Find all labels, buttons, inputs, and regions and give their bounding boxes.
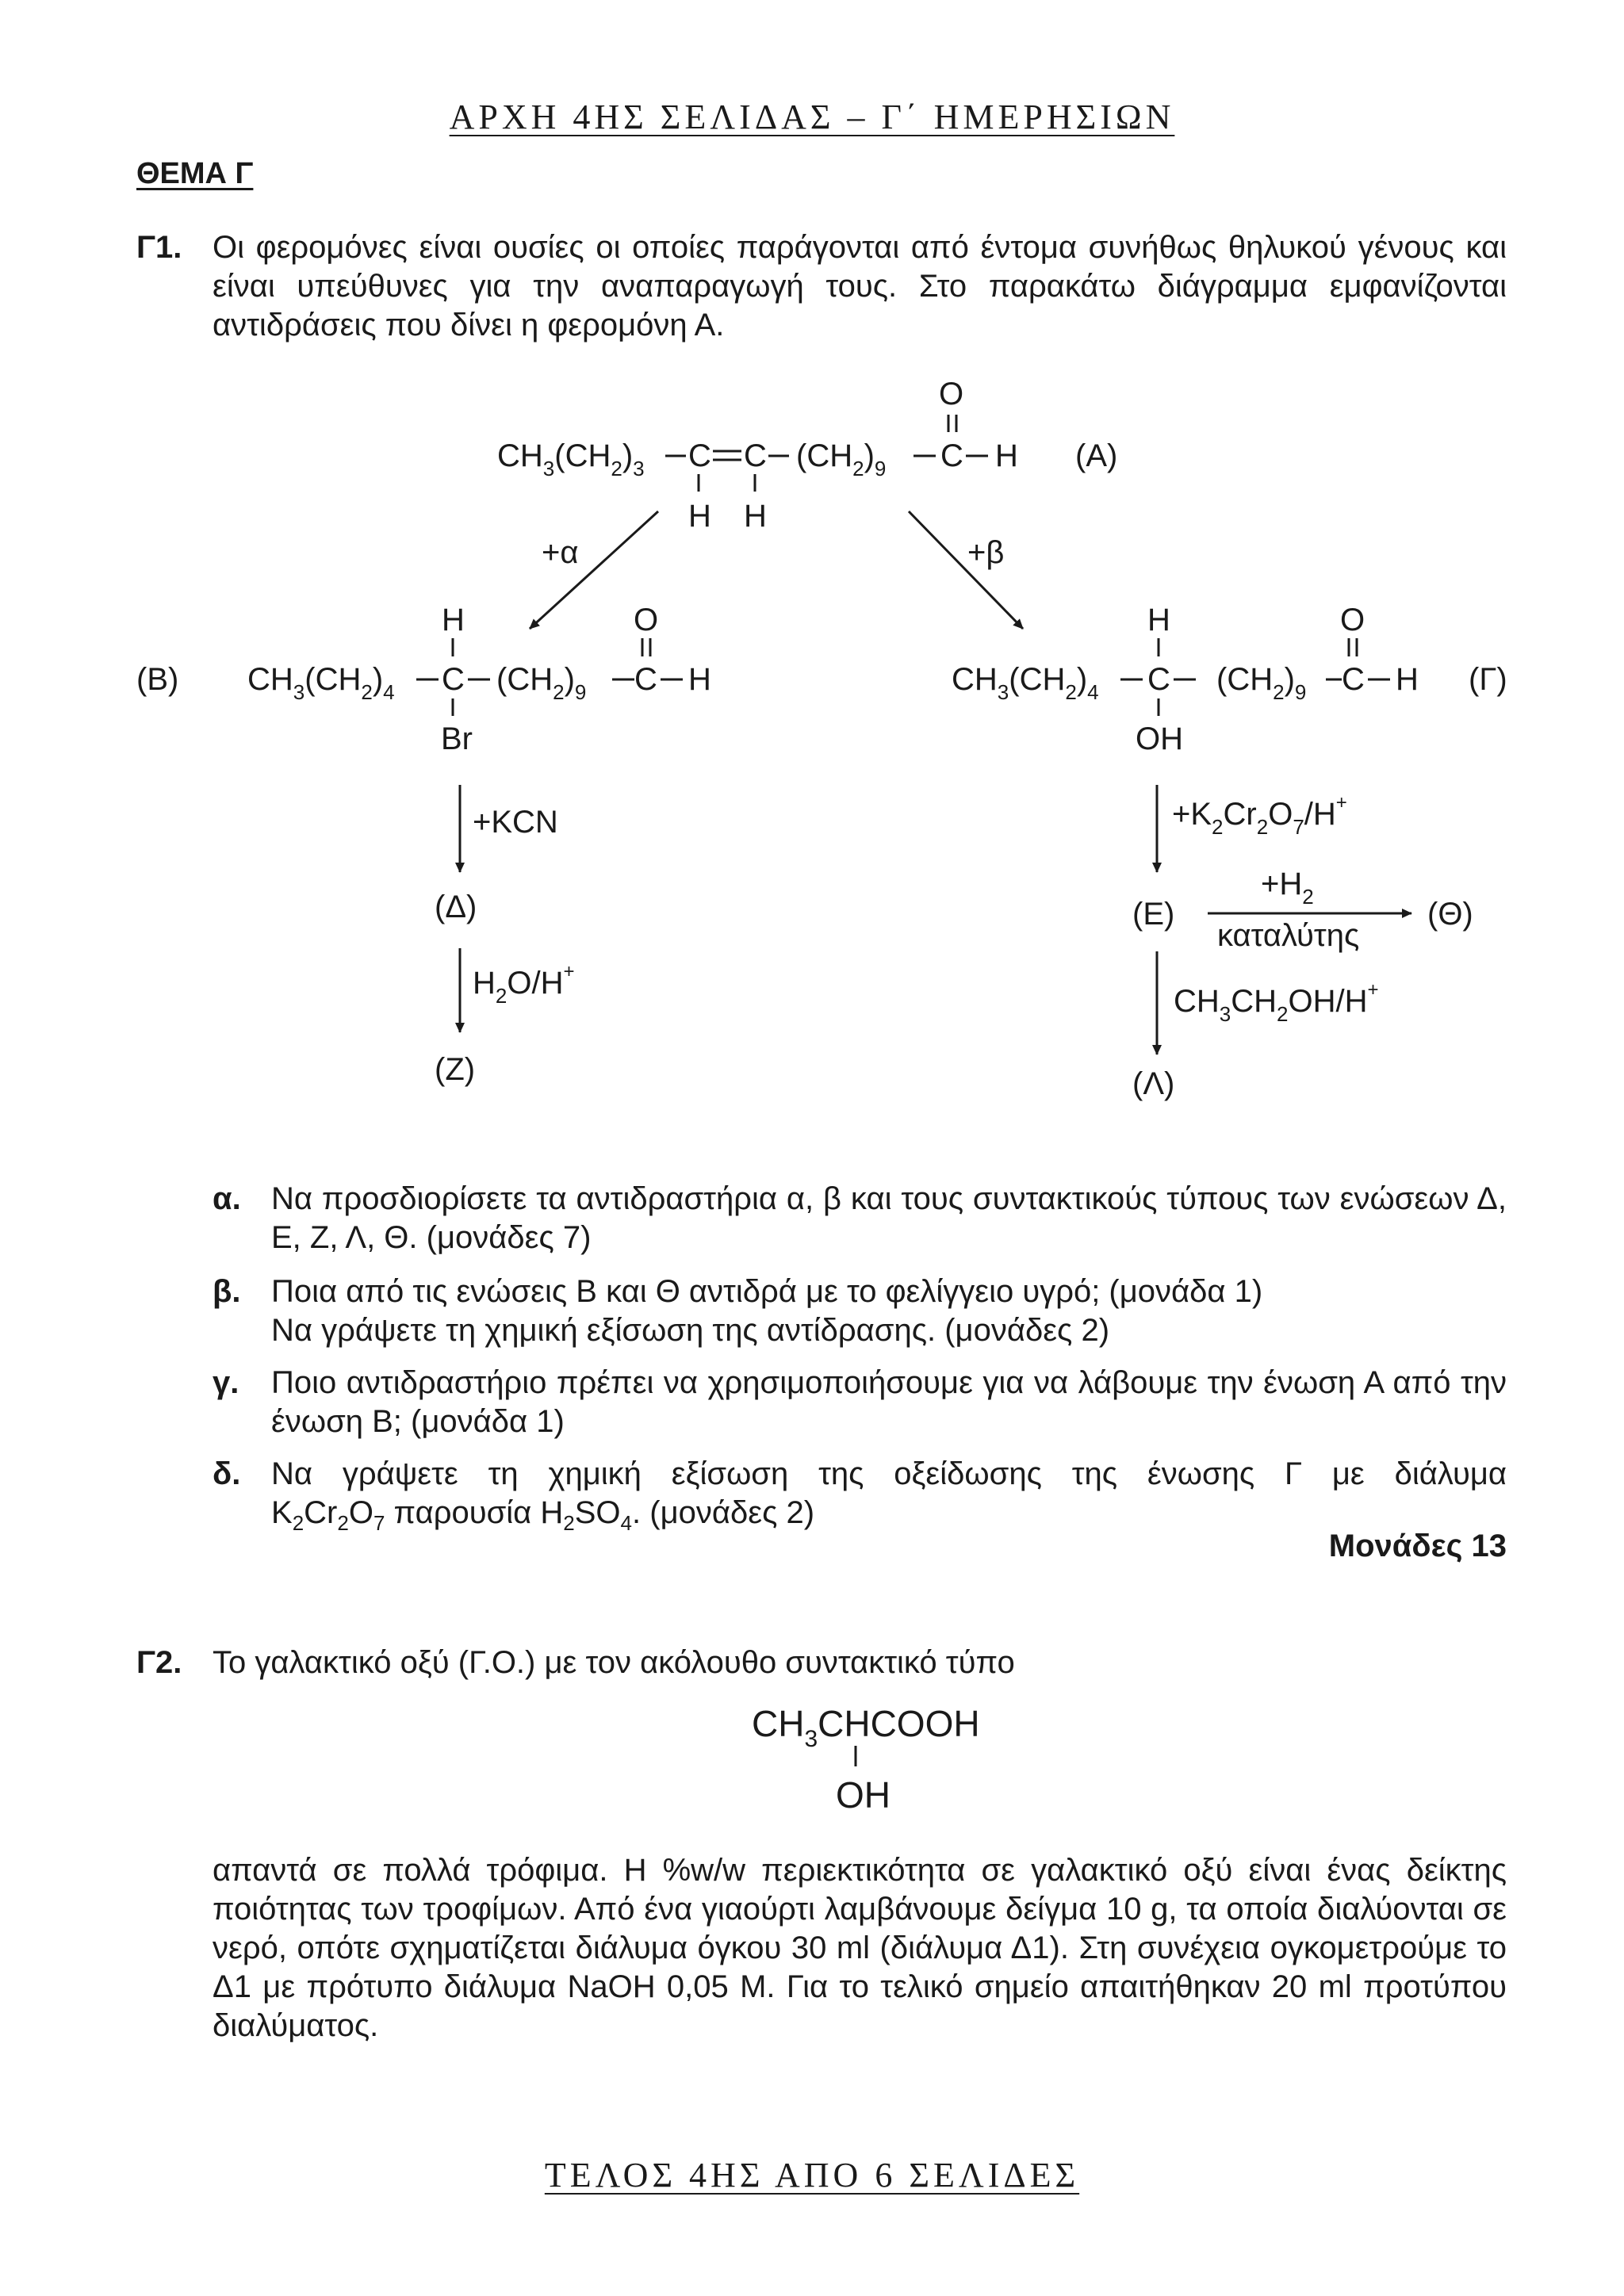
reagent-dichromate-label: $+K_2Cr_2O_7/H^+$ (1172, 792, 1347, 839)
label-compound-g: (Γ) (1469, 662, 1507, 697)
svg-text:H: H (688, 662, 711, 697)
svg-text:OH: OH (1136, 721, 1183, 756)
svg-text:C: C (634, 662, 657, 697)
svg-text:CH3(CH2)4: $CH_3(CH_2)_4$ (952, 662, 1099, 704)
reagent-hydrogen-label: $+H_2$ (1261, 867, 1314, 909)
question-g2-intro: Το γαλακτικό οξύ (Γ.Ο.) με τον ακόλουθο συντακτικό τύπο (213, 1645, 1015, 1680)
item-b-label: β. (213, 1274, 241, 1309)
item-c-label: γ. (213, 1365, 239, 1400)
marks-total: Μονάδες 13 (1328, 1529, 1507, 1563)
question-g2-body: απαντά σε πολλά τρόφιμα. Η %w/w περιεκτικότητα σε γαλακτικό οξύ είναι ένας δείκτης ποιότητας των τροφίμων. Από ένα γιαούρτι λαμβάνουμε δείγμα 10 g, τα οποία διαλύονται σε νερό, οπότε σχηματίζεται διάλυμα όγκου 30 ml (διάλυμα Δ1). Στη συνέχεια ογκομετρούμε το Δ1 με πρότυπο διάλυμα NaOH 0,05 M. Για το τελικό σημείο απαιτήθηκαν 20 ml προτύπου διαλύματος. (213, 1853, 1507, 2043)
item-d-line1: Να γράψετε τη χημική εξίσωση της οξείδωσης της ένωσης Γ με διάλυμα (271, 1456, 1507, 1491)
section-title: ΘΕΜΑ Γ (136, 157, 254, 190)
svg-text:O: O (634, 603, 659, 637)
svg-text:H: H (688, 499, 711, 534)
reagent-alpha-label: +α (542, 535, 579, 570)
svg-text:CH3(CH2)4: $CH_3(CH_2)_4$ (247, 662, 395, 704)
svg-text:H: H (1396, 662, 1419, 697)
svg-text:H: H (442, 603, 465, 637)
question-g2-label: Γ2. (136, 1645, 182, 1680)
svg-text:Br: Br (441, 721, 473, 756)
reagent-hydrolysis-label: $H_2O/H^+$ (473, 961, 575, 1008)
svg-text:C: C (442, 662, 465, 697)
svg-text:H: H (995, 438, 1018, 473)
question-g1-label: Γ1. (136, 230, 182, 265)
svg-text:(CH2)9: $(CH_2)_9$ (796, 438, 887, 480)
compound-b-formula (247, 603, 711, 756)
svg-text:OH: OH (836, 1774, 891, 1816)
label-compound-l: (Λ) (1132, 1066, 1175, 1101)
svg-text:C: C (744, 438, 767, 473)
svg-text:O: O (939, 377, 964, 411)
svg-text:C: C (1147, 662, 1170, 697)
reagent-beta-label: +β (967, 535, 1005, 570)
page-footer-title: ΤΕΛΟΣ 4ΗΣ ΑΠΟ 6 ΣΕΛΙΔΕΣ (544, 2156, 1080, 2195)
svg-text:C: C (1342, 662, 1365, 697)
item-b-line1: Ποια από τις ενώσεις Β και Θ αντιδρά με το φελίγγειο υγρό; (μονάδα 1) (271, 1274, 1263, 1309)
lactic-acid-structure (745, 1697, 1063, 1831)
svg-text:CH3(CH2)3: $CH_3(CH_2)_3$ (497, 438, 645, 480)
svg-text:(CH2)9: $(CH_2)_9$ (496, 662, 587, 704)
item-b-line2: Να γράψετε τη χημική εξίσωση της αντίδρασης. (μονάδες 2) (271, 1313, 1110, 1348)
svg-text:(CH2)9: $(CH_2)_9$ (1216, 662, 1307, 704)
catalyst-label: καταλύτης (1217, 918, 1360, 953)
label-compound-e: (Ε) (1132, 897, 1175, 932)
reagent-ethanol-label: $CH_3CH_2OH/H^+$ (1174, 979, 1379, 1026)
item-c-text: Ποιο αντιδραστήριο πρέπει να χρησιμοποιήσουμε για να λάβουμε την ένωση Α από την ένωση Β; (μονάδα 1) (271, 1365, 1507, 1439)
label-compound-th: (Θ) (1427, 897, 1473, 932)
compound-a-formula (497, 377, 1018, 534)
compound-g-formula (952, 603, 1419, 756)
label-compound-d: (Δ) (435, 890, 477, 924)
label-compound-z: (Ζ) (435, 1052, 476, 1087)
reagent-kcn-label: +KCN (473, 805, 558, 840)
question-g1-intro: Οι φερομόνες είναι ουσίες οι οποίες παράγονται από έντομα συνήθως θηλυκού γένους και είναι υπεύθυνες για την αναπαραγωγή τους. Στο παρακάτω διάγραμμα εμφανίζονται αντιδράσεις που δίνει η φερομόνη Α. (213, 230, 1507, 342)
item-a-text: Να προσδιορίσετε τα αντιδραστήρια α, β και τους συντακτικούς τύπους των ενώσεων Δ, Ε, Ζ, Λ, Θ. (μονάδες 7) (271, 1181, 1507, 1255)
item-d-line2: $K_2Cr_2O_7$ παρουσία $H_2SO_4$. (μονάδες 2) (271, 1495, 815, 1535)
label-compound-b: (Β) (136, 662, 179, 697)
page-header-title: ΑΡΧΗ 4ΗΣ ΣΕΛΙΔΑΣ – Γ΄ ΗΜΕΡΗΣΙΩΝ (449, 98, 1175, 136)
svg-text:H: H (744, 499, 767, 534)
svg-text:C: C (940, 438, 963, 473)
svg-text:H: H (1147, 603, 1170, 637)
svg-text:O: O (1340, 603, 1365, 637)
svg-text:C: C (688, 438, 711, 473)
item-d-label: δ. (213, 1456, 241, 1491)
svg-text:CH3CHCOOH: $CH_3CHCOOH$ (752, 1703, 980, 1752)
label-compound-a: (Α) (1075, 438, 1118, 473)
item-a-label: α. (213, 1181, 241, 1216)
